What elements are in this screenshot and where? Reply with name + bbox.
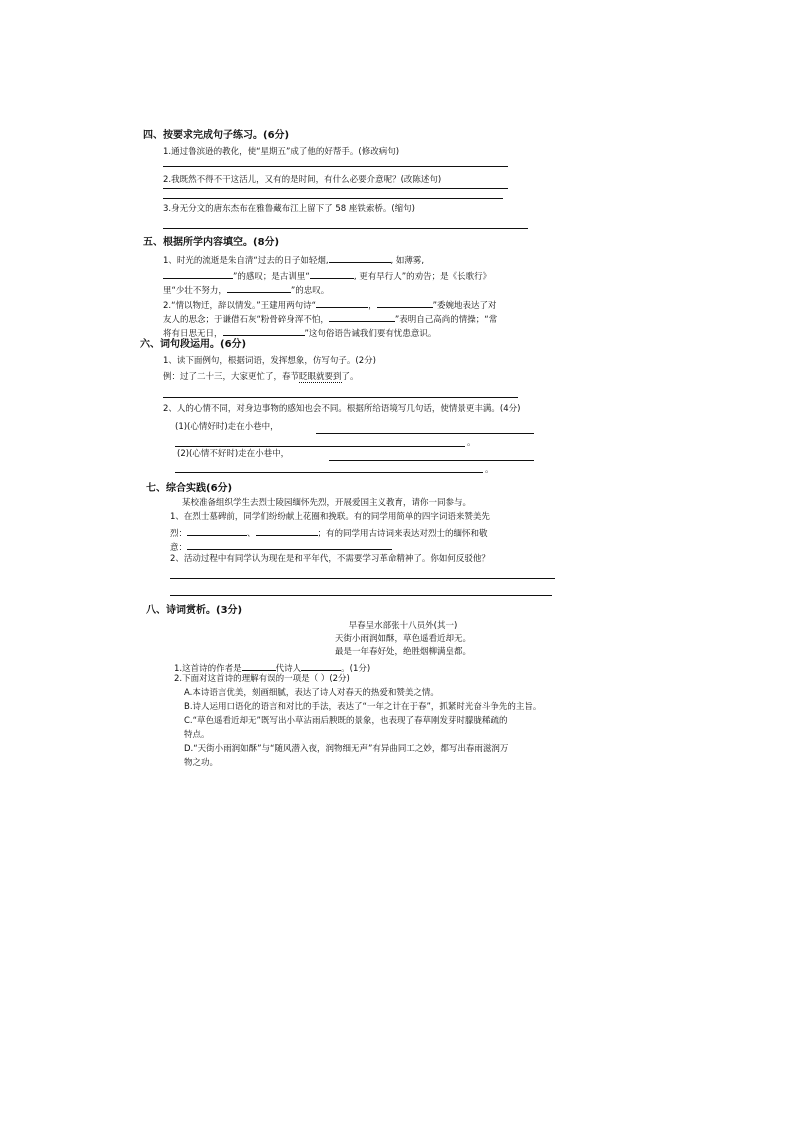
s6-example-a: 例：过了二十三，大家更忙了，春节 bbox=[163, 372, 300, 382]
s4-q2-underline bbox=[163, 188, 508, 189]
s4-answer-line-2[interactable] bbox=[163, 198, 503, 199]
s4-answer-line-1[interactable] bbox=[163, 166, 508, 167]
s8-q1-b: 代诗人 bbox=[275, 664, 302, 674]
s5-line-2-b: , 更有早行人”的劝告；是《长歌行》 bbox=[353, 272, 492, 282]
s7-intro: 某校准备组织学生去烈士陵园缅怀先烈，开展爱国主义教育，请你一同参与。 bbox=[182, 498, 472, 508]
blank-13[interactable] bbox=[301, 662, 341, 671]
option-c-line-1[interactable]: C.“草色遥看近却无”既写出小草沾雨后腴既的景象，也表现了春草刚发芽时朦胧稀疏的 bbox=[184, 716, 508, 726]
blank-12[interactable] bbox=[242, 662, 276, 671]
blank-10[interactable] bbox=[256, 527, 318, 536]
s7-question-2: 2、活动过程中有同学认为现在是和平年代，不需要学习革命精神了。你如何反驳他？ bbox=[170, 554, 490, 564]
s6-prompt-2: (2)(心情不好时)走在小巷中， bbox=[177, 449, 290, 459]
blank-11[interactable] bbox=[187, 541, 392, 550]
blank-7[interactable] bbox=[329, 313, 395, 322]
s6-example bbox=[163, 373, 359, 382]
s8-q1-a: 1.这首诗的作者是 bbox=[174, 664, 242, 674]
s6-answer-line-2b[interactable] bbox=[175, 446, 465, 447]
option-c-line-2: 特点。 bbox=[184, 730, 210, 740]
s5-line-5-b: ”表明自己高尚的情操；“常 bbox=[394, 315, 498, 325]
s5-line-4-a: 2.“情以物迁，辞以情发。”王建用两句诗“ bbox=[163, 301, 317, 311]
s4-question-1: 1.通过鲁滨逊的教化，使“星期五”成了他的好帮手。(修改病句) bbox=[163, 147, 400, 157]
section-8-heading: 八、诗词赏析。(3分) bbox=[146, 605, 243, 616]
s4-question-2: 2.我既然不得不干这活儿，又有的是时间，有什么必要介意呢？(改陈述句) bbox=[163, 175, 442, 185]
s6-period-2: 。 bbox=[485, 465, 494, 475]
s6-answer-line-1[interactable] bbox=[163, 397, 518, 398]
blank-3[interactable] bbox=[310, 270, 354, 279]
option-a[interactable]: A.本诗语言优美，刻画细腻，表达了诗人对春天的热爱和赞美之情。 bbox=[184, 688, 439, 698]
s6-question-2: 2、人的心情不同，对身边事物的感知也会不同。根据所给语境写几句话，使情景更丰满。(4分) bbox=[163, 404, 521, 414]
s5-line-1-a: 1、时光的流逝是朱自清“过去的日子如轻烟, bbox=[163, 256, 329, 266]
blank-6[interactable] bbox=[377, 299, 433, 308]
s4-question-3: 3.身无分文的唐东杰布在雅鲁藏布江上留下了 58 座铁索桥。(缩句) bbox=[163, 204, 415, 214]
s6-answer-line-3b[interactable] bbox=[175, 472, 483, 473]
s7-q1-line-1: 1、在烈士墓碑前，同学们纷纷献上花圈和挽联。有的同学用简单的四字词语来赞美先 bbox=[170, 512, 490, 522]
s5-line-4-c: ”委婉地表达了对 bbox=[432, 301, 497, 311]
s6-answer-line-2a[interactable] bbox=[316, 433, 534, 434]
s5-line-3-b: ”的忠叹。 bbox=[290, 286, 330, 296]
s7-answer-line-2[interactable] bbox=[170, 595, 552, 596]
poem-line-2: 最是一年春好处，绝胜烟柳满皇都。 bbox=[334, 647, 471, 657]
s6-example-b: 眨眼就要到 bbox=[299, 372, 342, 382]
s7-q1-e: 意： bbox=[170, 543, 188, 553]
option-b[interactable]: B.诗人运用口语化的语言和对比的手法，表达了“一年之计在于春”，抓紧时光奋斗争先的主旨。 bbox=[184, 702, 542, 712]
s6-period-1: 。 bbox=[467, 438, 476, 448]
s5-line-3-a: 里“少壮不努力， bbox=[163, 286, 227, 296]
s5-line-4-b: ， bbox=[368, 301, 377, 311]
s6-question-1: 1、读下面例句，根据词语，发挥想象，仿写句子。(2分) bbox=[163, 356, 376, 366]
s8-q1-c: 。(1分) bbox=[341, 664, 371, 674]
s5-line-6-b: ”这句俗语告诫我们要有忧患意识。 bbox=[304, 329, 437, 339]
s4-answer-line-3[interactable] bbox=[163, 228, 528, 229]
s5-line-5-a: 友人的思念；于谦借石灰“粉骨碎身浑不怕， bbox=[163, 315, 329, 325]
poem-title: 早春呈水部张十八员外(其一) bbox=[348, 621, 458, 631]
blank-8[interactable] bbox=[223, 327, 305, 336]
s7-q1-line-2 bbox=[170, 527, 488, 539]
section-6-heading: 六、词句段运用。(6分) bbox=[140, 339, 247, 350]
blank-4[interactable] bbox=[227, 284, 291, 293]
s5-line-1 bbox=[163, 254, 424, 266]
section-4-heading: 四、按要求完成句子练习。(6分) bbox=[143, 130, 290, 141]
s8-question-2: 2.下面对这首诗的理解有误的一项是（ ）(2分) bbox=[174, 674, 350, 684]
s8-question-1 bbox=[174, 662, 370, 674]
s7-q1-c: 、 bbox=[247, 529, 256, 539]
s7-answer-line-1[interactable] bbox=[170, 578, 555, 579]
section-7-heading: 七、综合实践(6分) bbox=[146, 483, 233, 494]
blank-9[interactable] bbox=[187, 527, 247, 536]
s6-example-c: 了。 bbox=[341, 372, 359, 382]
option-d-line-2: 物之功。 bbox=[184, 758, 219, 768]
s5-line-4 bbox=[163, 299, 497, 311]
blank-2[interactable] bbox=[163, 270, 233, 279]
blank-1[interactable] bbox=[329, 254, 391, 263]
s6-prompt-1: (1)(心情好时)走在小巷中， bbox=[175, 422, 279, 432]
s7-q1-line-3 bbox=[170, 541, 392, 553]
s6-answer-line-3a[interactable] bbox=[329, 460, 534, 461]
poem-line-1: 天街小雨润如酥，草色遥看近却无。 bbox=[334, 634, 471, 644]
s5-line-2-a: ”的感叹；是古训里“ bbox=[233, 272, 310, 282]
s7-q1-d: ；有的同学用古诗词来表达对烈士的缅怀和敬 bbox=[317, 529, 488, 539]
blank-5[interactable] bbox=[316, 299, 368, 308]
s5-line-2 bbox=[163, 270, 491, 282]
s5-line-1-b: , 如薄雾, bbox=[390, 256, 425, 266]
s5-line-5 bbox=[163, 313, 497, 325]
s7-q1-b: 烈： bbox=[170, 529, 188, 539]
section-5-heading: 五、根据所学内容填空。(8分) bbox=[143, 237, 280, 248]
s5-line-6-a: 将有日思无日， bbox=[163, 329, 223, 339]
s5-line-3 bbox=[163, 284, 329, 296]
s5-line-6 bbox=[163, 327, 436, 339]
option-d-line-1[interactable]: D.“天街小雨润如酥”与“随风潜入夜，润物细无声”有异曲同工之妙，都写出春雨滋润万 bbox=[184, 744, 509, 754]
